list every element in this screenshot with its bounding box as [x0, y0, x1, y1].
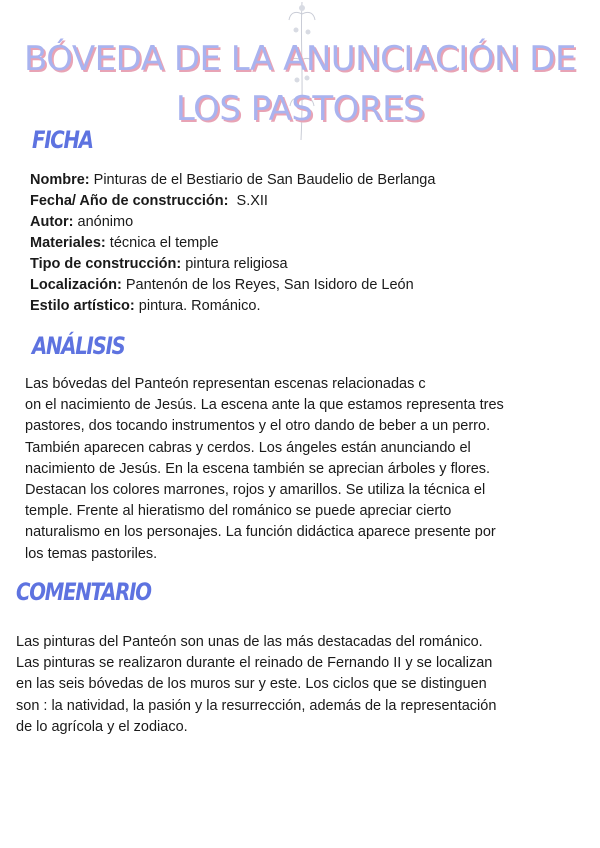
field-value: pintura. Románico. — [138, 298, 261, 314]
comentario-line: son : la natividad, la pasión y la resurrección, además de la representación — [16, 697, 497, 714]
analisis-line: temple. Frente al hieratismo del románico se puede apreciar cierto — [25, 503, 452, 520]
field-row — [30, 233, 570, 254]
page-title-line-2: LOS PASTORES — [175, 89, 425, 129]
field-row — [30, 191, 570, 212]
field-row — [30, 212, 570, 233]
page-title — [0, 34, 600, 134]
analisis-line: Destacan los colores marrones, rojos y amarillos. Se utiliza la técnica el — [25, 482, 486, 499]
analisis-line: naturalismo en los personajes. La función didáctica aparece presente por — [25, 524, 496, 541]
field-label: Autor: — [30, 214, 74, 230]
field-label: Localización: — [30, 277, 122, 293]
field-row — [30, 296, 570, 317]
comentario-line: Las pinturas se realizaron durante el reinado de Fernando II y se localizan — [16, 655, 493, 672]
analisis-line: Las bóvedas del Panteón representan escenas relacionadas c — [25, 376, 426, 392]
field-label: Nombre: — [30, 172, 90, 188]
field-label: Materiales: — [30, 235, 106, 251]
comentario-line: en las seis bóvedas de los muros sur y este. Los ciclos que se distinguen — [16, 676, 487, 693]
field-label: Fecha/ Año de construcción: — [30, 193, 229, 209]
ficha-fields — [30, 170, 570, 317]
field-row — [30, 170, 570, 191]
analisis-paragraph — [25, 374, 580, 565]
comentario-line: Las pinturas del Panteón son unas de las más destacadas del románico. — [16, 634, 483, 650]
analisis-line: nacimiento de Jesús. En la escena también se aprecian árboles y flores. — [25, 460, 491, 477]
comentario-paragraph — [16, 632, 586, 738]
field-value: técnica el temple — [109, 235, 219, 251]
section-heading-ficha: FICHA — [32, 126, 93, 154]
field-value: anónimo — [77, 214, 134, 230]
field-value: Pantenón de los Reyes, San Isidoro de León — [125, 277, 414, 293]
field-label: Estilo artístico: — [30, 298, 135, 314]
field-row — [30, 275, 570, 296]
field-value: S.XII — [236, 193, 268, 209]
analisis-line: pastores, dos tocando instrumentos y el otro dando de beber a un perro. — [25, 418, 491, 435]
field-row — [30, 254, 570, 275]
page-title-line-1: BÓVEDA DE LA ANUNCIACIÓN DE — [24, 39, 576, 79]
section-heading-analisis: ANÁLISIS — [32, 332, 125, 360]
comentario-line: de lo agrícola y el zodiaco. — [16, 718, 188, 735]
analisis-line: los temas pastoriles. — [25, 545, 158, 562]
field-label: Tipo de construcción: — [30, 256, 182, 272]
analisis-line: También aparecen cabras y cerdos. Los ángeles están anunciando el — [25, 439, 471, 456]
section-heading-comentario: COMENTARIO — [16, 578, 151, 606]
analisis-line: on el nacimiento de Jesús. La escena ante la que estamos representa tres — [25, 397, 504, 414]
field-value: Pinturas de el Bestiario de San Baudelio de Berlanga — [93, 172, 436, 188]
field-value: pintura religiosa — [185, 256, 288, 272]
